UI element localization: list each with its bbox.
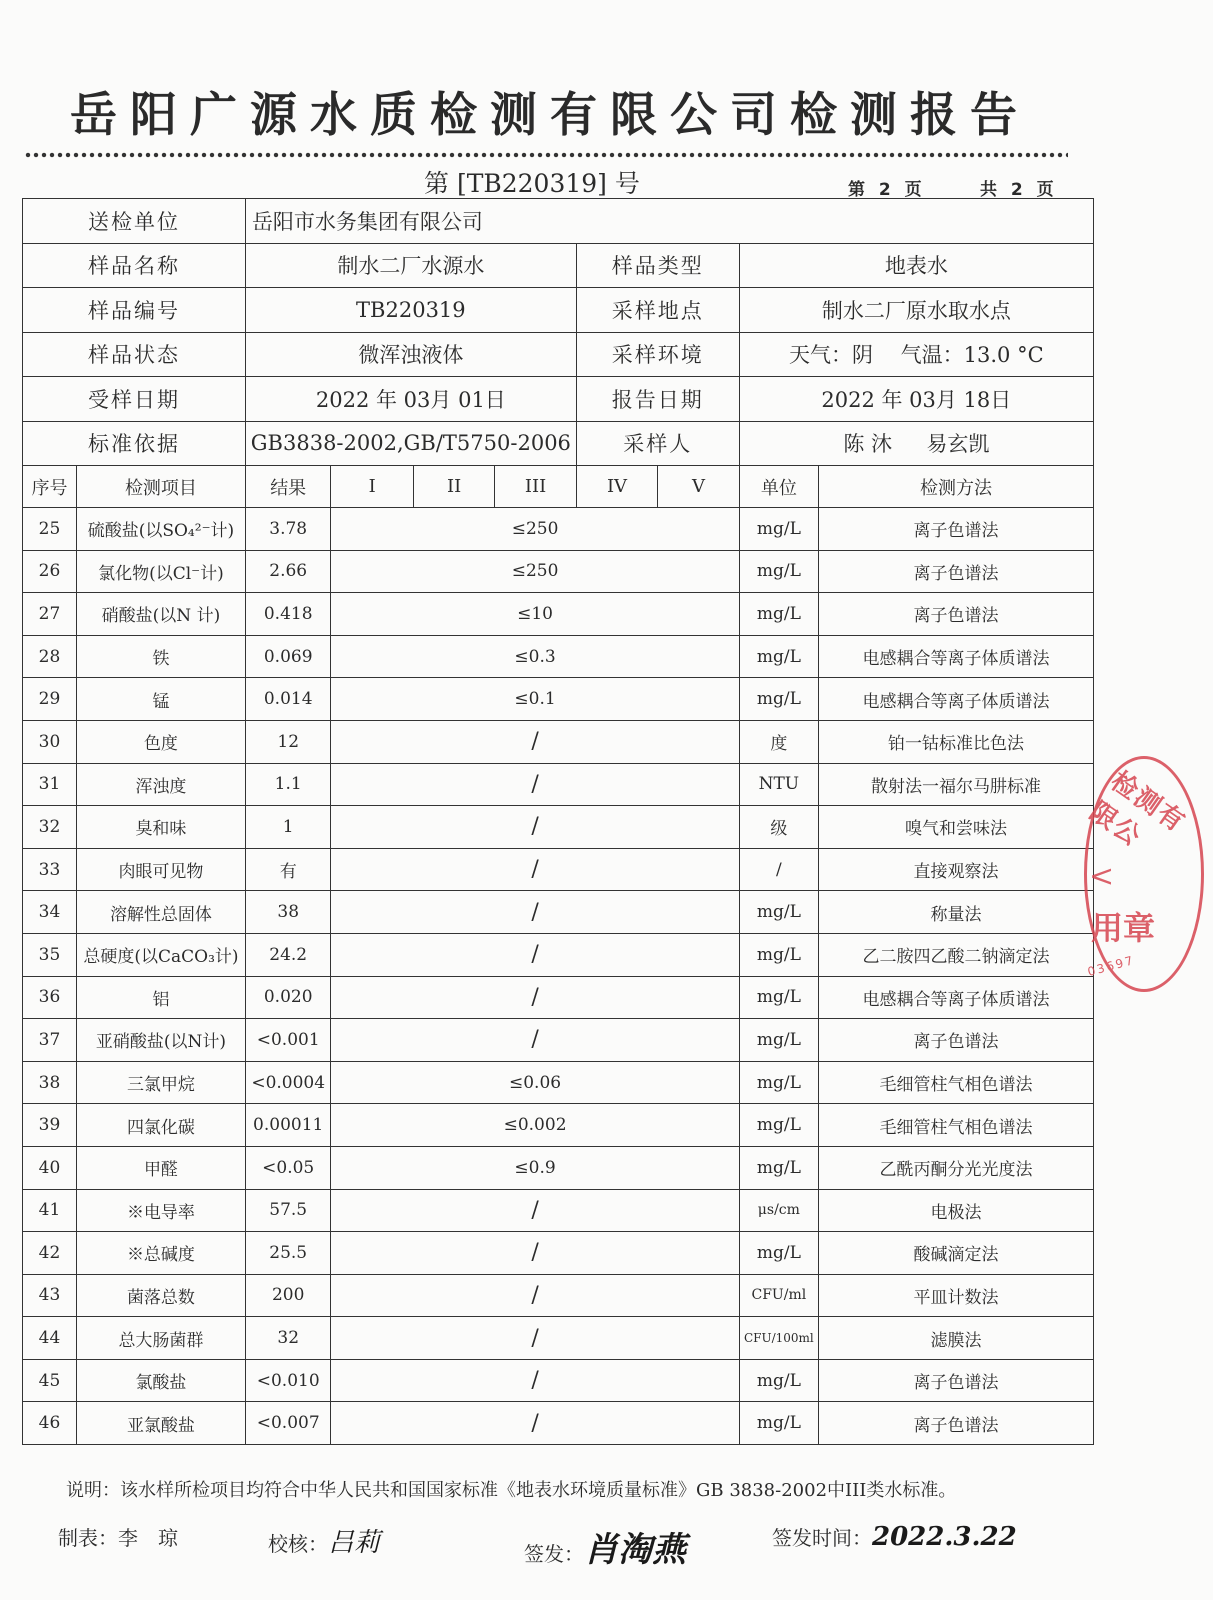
sample-no-value: TB220319 <box>245 288 576 333</box>
table-row <box>23 763 1094 806</box>
sample-name-label: 样品名称 <box>23 243 246 288</box>
row-item: 四氯化碳 <box>76 1104 245 1147</box>
table-row <box>23 1232 1094 1275</box>
col-item: 检测项目 <box>76 466 245 508</box>
row-result: <0.05 <box>245 1146 331 1189</box>
table-row <box>23 550 1094 593</box>
issued-by <box>524 1522 686 1571</box>
col-class-1: I <box>331 466 413 508</box>
row-number: 39 <box>23 1104 77 1147</box>
row-number: 32 <box>23 806 77 849</box>
row-method: 铂一钴标准比色法 <box>819 720 1094 763</box>
report-title: 岳阳广源水质检测有限公司检测报告 <box>70 88 1030 143</box>
col-unit: 单位 <box>739 466 818 508</box>
row-limit: ≤0.1 <box>331 678 739 721</box>
table-row <box>23 1317 1094 1360</box>
info-row-sample-state <box>23 332 1094 377</box>
table-row <box>23 1104 1094 1147</box>
row-limit: / <box>331 848 739 891</box>
row-result: 2.66 <box>245 550 331 593</box>
sampling-site-label: 采样地点 <box>576 288 739 333</box>
row-number: 44 <box>23 1317 77 1360</box>
row-result: 12 <box>245 720 331 763</box>
row-method: 称量法 <box>819 891 1094 934</box>
table-row <box>23 1061 1094 1104</box>
row-result: <0.007 <box>245 1402 331 1445</box>
row-item: 总大肠菌群 <box>76 1317 245 1360</box>
row-number: 40 <box>23 1146 77 1189</box>
row-unit: mg/L <box>739 550 818 593</box>
table-row <box>23 635 1094 678</box>
row-number: 41 <box>23 1189 77 1232</box>
sampler-value: 陈 沐 易玄凯 <box>739 421 1093 466</box>
row-limit: / <box>331 1359 739 1402</box>
receive-date-value: 2022 年 03月 01日 <box>245 377 576 422</box>
row-result: 1.1 <box>245 763 331 806</box>
row-method: 乙酰丙酮分光光度法 <box>819 1146 1094 1189</box>
info-row-dates <box>23 377 1094 422</box>
row-limit: / <box>331 1019 739 1062</box>
row-item: 铁 <box>76 635 245 678</box>
sampling-site-value: 制水二厂原水取水点 <box>739 288 1093 333</box>
row-result: <0.010 <box>245 1359 331 1402</box>
row-unit: mg/L <box>739 1146 818 1189</box>
row-number: 42 <box>23 1232 77 1275</box>
row-number: 26 <box>23 550 77 593</box>
row-result: 32 <box>245 1317 331 1360</box>
seal-arc-text: 检测有限公 <box>1083 766 1192 854</box>
row-method: 电感耦合等离子体质谱法 <box>819 678 1094 721</box>
receive-date-label: 受样日期 <box>23 377 246 422</box>
sample-state-label: 样品状态 <box>23 332 246 377</box>
row-unit: mg/L <box>739 1232 818 1275</box>
row-item: 氯化物(以Cl⁻计) <box>76 550 245 593</box>
row-item: 色度 <box>76 720 245 763</box>
page-current: 第 2 页 <box>848 180 926 200</box>
row-method: 乙二胺四乙酸二钠滴定法 <box>819 933 1094 976</box>
row-result: 0.014 <box>245 678 331 721</box>
info-row-client <box>23 199 1094 244</box>
issue-time-label: 签发时间： <box>772 1526 872 1550</box>
row-result: 200 <box>245 1274 331 1317</box>
table-row <box>23 593 1094 636</box>
seal-code: 03697 <box>1086 953 1137 979</box>
seal-main-text: 用章 <box>1091 909 1156 947</box>
report-number: 第 [TB220319] 号 <box>424 169 640 198</box>
row-method: 电感耦合等离子体质谱法 <box>819 635 1094 678</box>
row-limit: / <box>331 1317 739 1360</box>
row-item: 亚硝酸盐(以N计) <box>76 1019 245 1062</box>
row-result: 57.5 <box>245 1189 331 1232</box>
sample-type-value: 地表水 <box>739 243 1093 288</box>
table-row <box>23 1189 1094 1232</box>
row-limit: / <box>331 1402 739 1445</box>
table-row <box>23 720 1094 763</box>
row-limit: ≤10 <box>331 593 739 636</box>
row-result: <0.0004 <box>245 1061 331 1104</box>
issued-by-signature: 肖淘燕 <box>584 1530 686 1570</box>
row-result: 24.2 <box>245 933 331 976</box>
row-number: 29 <box>23 678 77 721</box>
row-item: 锰 <box>76 678 245 721</box>
row-result: <0.001 <box>245 1019 331 1062</box>
report-table <box>22 198 1094 1445</box>
col-class-4: IV <box>576 466 657 508</box>
row-item: 三氯甲烷 <box>76 1061 245 1104</box>
row-unit: mg/L <box>739 976 818 1019</box>
row-method: 离子色谱法 <box>819 550 1094 593</box>
row-unit: mg/L <box>739 1104 818 1147</box>
table-row <box>23 891 1094 934</box>
row-method: 离子色谱法 <box>819 1402 1094 1445</box>
row-limit: ≤250 <box>331 508 739 551</box>
row-result: 0.020 <box>245 976 331 1019</box>
row-unit: 级 <box>739 806 818 849</box>
col-class-2: II <box>413 466 494 508</box>
row-unit: mg/L <box>739 1359 818 1402</box>
row-result: 38 <box>245 891 331 934</box>
row-limit: ≤250 <box>331 550 739 593</box>
row-method: 离子色谱法 <box>819 593 1094 636</box>
row-item: 硫酸盐(以SO₄²⁻计) <box>76 508 245 551</box>
row-limit: ≤0.06 <box>331 1061 739 1104</box>
prepared-by-label: 制表： <box>58 1526 118 1550</box>
table-row <box>23 976 1094 1019</box>
report-date-label: 报告日期 <box>576 377 739 422</box>
col-class-5: V <box>658 466 739 508</box>
row-unit: mg/L <box>739 1019 818 1062</box>
row-method: 电感耦合等离子体质谱法 <box>819 976 1094 1019</box>
row-limit: / <box>331 763 739 806</box>
table-row <box>23 1274 1094 1317</box>
row-number: 46 <box>23 1402 77 1445</box>
sampler-label: 采样人 <box>576 421 739 466</box>
checked-by-label: 校核： <box>268 1532 328 1556</box>
row-method: 毛细管柱气相色谱法 <box>819 1104 1094 1147</box>
row-limit: ≤0.002 <box>331 1104 739 1147</box>
row-method: 滤膜法 <box>819 1317 1094 1360</box>
row-method: 离子色谱法 <box>819 1019 1094 1062</box>
report-date-value: 2022 年 03月 18日 <box>739 377 1093 422</box>
row-method: 毛细管柱气相色谱法 <box>819 1061 1094 1104</box>
row-result: 0.418 <box>245 593 331 636</box>
col-no: 序号 <box>23 466 77 508</box>
row-limit: / <box>331 976 739 1019</box>
client-label: 送检单位 <box>23 199 246 244</box>
row-number: 25 <box>23 508 77 551</box>
row-unit: mg/L <box>739 678 818 721</box>
row-unit: mg/L <box>739 593 818 636</box>
conclusion-note: 说明：该水样所检项目均符合中华人民共和国国家标准《地表水环境质量标准》GB 3838-2002中III类水标准。 <box>66 1480 957 1501</box>
row-item: 总硬度(以CaCO₃计) <box>76 933 245 976</box>
sample-name-value: 制水二厂水源水 <box>245 243 576 288</box>
row-unit: / <box>739 848 818 891</box>
row-number: 30 <box>23 720 77 763</box>
table-row <box>23 1146 1094 1189</box>
row-limit: / <box>331 1274 739 1317</box>
row-unit: mg/L <box>739 1061 818 1104</box>
row-item: 亚氯酸盐 <box>76 1402 245 1445</box>
row-method: 直接观察法 <box>819 848 1094 891</box>
standard-value: GB3838-2002,GB/T5750-2006 <box>245 421 576 466</box>
row-method: 酸碱滴定法 <box>819 1232 1094 1275</box>
row-limit: / <box>331 1232 739 1275</box>
sampling-env-value: 天气：阴 气温：13.0 °C <box>739 332 1093 377</box>
row-item: 硝酸盐(以N 计) <box>76 593 245 636</box>
row-number: 28 <box>23 635 77 678</box>
checked-by <box>268 1522 380 1559</box>
row-number: 33 <box>23 848 77 891</box>
row-number: 38 <box>23 1061 77 1104</box>
row-unit: NTU <box>739 763 818 806</box>
row-result: 25.5 <box>245 1232 331 1275</box>
row-limit: / <box>331 933 739 976</box>
row-result: 1 <box>245 806 331 849</box>
row-item: 氯酸盐 <box>76 1359 245 1402</box>
row-item: 浑浊度 <box>76 763 245 806</box>
row-method: 嗅气和尝味法 <box>819 806 1094 849</box>
col-method: 检测方法 <box>819 466 1094 508</box>
table-row <box>23 678 1094 721</box>
issue-time-value: 2022.3.22 <box>872 1522 1017 1552</box>
row-item: 甲醛 <box>76 1146 245 1189</box>
row-number: 35 <box>23 933 77 976</box>
row-unit: mg/L <box>739 933 818 976</box>
prepared-by <box>58 1522 178 1551</box>
row-method: 电极法 <box>819 1189 1094 1232</box>
row-number: 27 <box>23 593 77 636</box>
row-method: 平皿计数法 <box>819 1274 1094 1317</box>
row-unit: mg/L <box>739 891 818 934</box>
row-unit: mg/L <box>739 1402 818 1445</box>
row-item: 溶解性总固体 <box>76 891 245 934</box>
table-row <box>23 848 1094 891</box>
table-row <box>23 1402 1094 1445</box>
table-row <box>23 508 1094 551</box>
row-unit: mg/L <box>739 508 818 551</box>
table-row <box>23 806 1094 849</box>
row-result: 3.78 <box>245 508 331 551</box>
row-unit: CFU/ml <box>739 1274 818 1317</box>
col-class-3: III <box>495 466 576 508</box>
row-limit: / <box>331 720 739 763</box>
table-row <box>23 1019 1094 1062</box>
row-method: 离子色谱法 <box>819 1359 1094 1402</box>
row-unit: μs/cm <box>739 1189 818 1232</box>
row-item: ※总碱度 <box>76 1232 245 1275</box>
sample-no-label: 样品编号 <box>23 288 246 333</box>
client-value: 岳阳市水务集团有限公司 <box>245 199 1093 244</box>
row-number: 37 <box>23 1019 77 1062</box>
sampling-env-label: 采样环境 <box>576 332 739 377</box>
row-limit: / <box>331 1189 739 1232</box>
row-number: 34 <box>23 891 77 934</box>
row-result: 有 <box>245 848 331 891</box>
col-result: 结果 <box>245 466 331 508</box>
sample-type-label: 样品类型 <box>576 243 739 288</box>
table-row <box>23 1359 1094 1402</box>
standard-label: 标准依据 <box>23 421 246 466</box>
row-unit: 度 <box>739 720 818 763</box>
row-item: 菌落总数 <box>76 1274 245 1317</box>
column-header-row <box>23 466 1094 508</box>
info-row-sample-name <box>23 243 1094 288</box>
seal-star-icon: < <box>1089 859 1115 894</box>
issued-by-label: 签发： <box>524 1542 584 1566</box>
row-item: 肉眼可见物 <box>76 848 245 891</box>
issue-time <box>772 1522 1017 1552</box>
row-unit: CFU/100ml <box>739 1317 818 1360</box>
row-number: 36 <box>23 976 77 1019</box>
official-seal <box>1084 756 1204 992</box>
row-limit: / <box>331 806 739 849</box>
row-limit: ≤0.3 <box>331 635 739 678</box>
row-limit: ≤0.9 <box>331 1146 739 1189</box>
row-number: 45 <box>23 1359 77 1402</box>
page-total: 共 2 页 <box>980 180 1058 200</box>
sample-state-value: 微浑浊液体 <box>245 332 576 377</box>
row-unit: mg/L <box>739 635 818 678</box>
row-result: 0.069 <box>245 635 331 678</box>
row-result: 0.00011 <box>245 1104 331 1147</box>
row-number: 31 <box>23 763 77 806</box>
row-item: ※电导率 <box>76 1189 245 1232</box>
row-item: 臭和味 <box>76 806 245 849</box>
prepared-by-name: 李 琼 <box>118 1526 178 1550</box>
info-row-sample-no <box>23 288 1094 333</box>
table-row <box>23 933 1094 976</box>
row-number: 43 <box>23 1274 77 1317</box>
checked-by-signature: 吕莉 <box>328 1528 381 1558</box>
row-limit: / <box>331 891 739 934</box>
row-method: 离子色谱法 <box>819 508 1094 551</box>
row-method: 散射法一福尔马肼标准 <box>819 763 1094 806</box>
row-item: 铝 <box>76 976 245 1019</box>
info-row-standard <box>23 421 1094 466</box>
dotted-divider <box>24 152 1068 158</box>
